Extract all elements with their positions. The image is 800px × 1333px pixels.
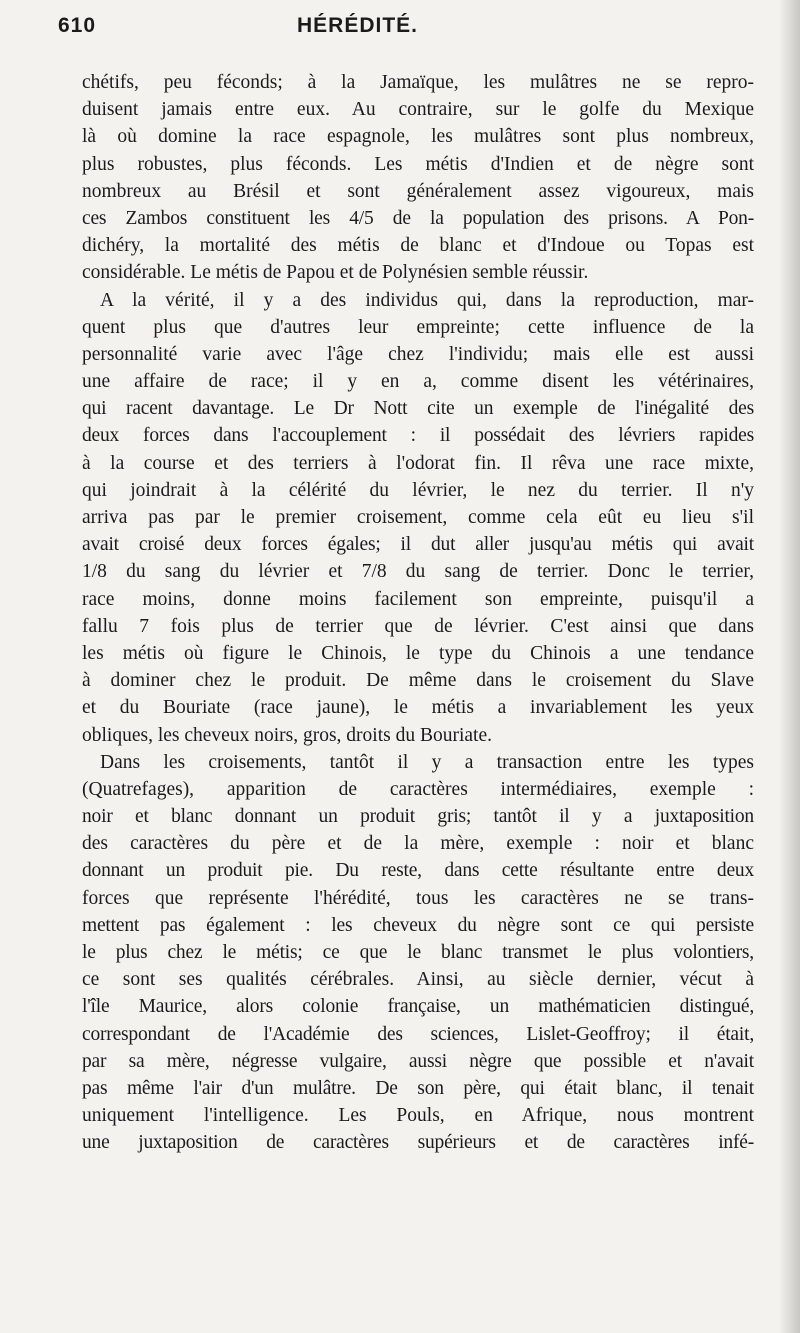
text-line: mettent pas également : les cheveux du nègre sont ce qui persiste	[82, 914, 754, 936]
text-line: par sa mère, négresse vulgaire, aussi nègre que possible et n'avait	[82, 1050, 754, 1072]
text-line: le plus chez le métis; ce que le blanc transmet le plus volontiers,	[82, 942, 754, 963]
text-line: race moins, donne moins facilement son empreinte, puisqu'il a	[82, 588, 754, 610]
text-line: nombreux au Brésil et sont généralement assez vigoureux, mais	[82, 180, 754, 202]
text-line: chétifs, peu féconds; à la Jamaïque, les mulâtres ne se repro-	[82, 72, 754, 93]
text-line: quent plus que d'autres leur empreinte; cette influence de la	[82, 316, 754, 338]
text-line: dichéry, la mortalité des métis de blanc et d'Indoue ou Topas est	[82, 235, 754, 257]
text-line: forces que représente l'hérédité, tous les caractères ne se trans-	[82, 887, 754, 909]
text-line: avait croisé deux forces égales; il dut aller jusqu'au métis qui avait	[82, 534, 754, 556]
text-line: (Quatrefages), apparition de caractères intermédiaires, exemple :	[82, 778, 754, 800]
text-line: plus robustes, plus féconds. Les métis d'Indien et de nègre sont	[82, 153, 754, 175]
text-line: obliques, les cheveux noirs, gros, droits du Bouriate.	[82, 724, 492, 746]
text-line: A la vérité, il y a des individus qui, dans la reproduction, mar-	[100, 289, 754, 311]
text-line: des caractères du père et de la mère, exemple : noir et blanc	[82, 833, 754, 855]
text-line: qui racent davantage. Le Dr Nott cite un exemple de l'inégalité des	[82, 398, 754, 420]
text-line: l'île Maurice, alors colonie française, un mathématicien distingué,	[82, 996, 754, 1018]
body-text	[82, 69, 754, 1157]
text-line: noir et blanc donnant un produit gris; tantôt il y a juxtaposition	[82, 806, 754, 828]
text-line: deux forces dans l'accouplement : il possédait des lévriers rapides	[82, 425, 754, 447]
text-line: uniquement l'intelligence. Les Pouls, en Afrique, nous montrent	[82, 1105, 754, 1127]
page-edge-shadow	[778, 0, 800, 1333]
running-head	[58, 14, 738, 42]
text-line: fallu 7 fois plus de terrier que de lévrier. C'est ainsi que dans	[82, 615, 754, 637]
text-line: Dans les croisements, tantôt il y a transaction entre les types	[100, 751, 754, 773]
text-line: pas même l'air d'un mulâtre. De son père, qui était blanc, il tenait	[82, 1077, 754, 1099]
running-title: HÉRÉDITÉ.	[297, 14, 419, 37]
text-line: une juxtaposition de caractères supérieurs et de caractères infé-	[82, 1132, 754, 1154]
text-line: personnalité varie avec l'âge chez l'individu; mais elle est aussi	[82, 343, 754, 365]
text-line: et du Bouriate (race jaune), le métis a invariablement les yeux	[82, 697, 754, 719]
text-line: les métis où figure le Chinois, le type du Chinois a une tendance	[82, 642, 754, 664]
text-line: duisent jamais entre eux. Au contraire, sur le golfe du Mexique	[82, 99, 754, 121]
page-number: 610	[58, 14, 97, 37]
text-line: une affaire de race; il y en a, comme disent les vétérinaires,	[82, 371, 754, 393]
text-line: ces Zambos constituent les 4/5 de la population des prisons. A Pon-	[82, 207, 754, 229]
text-line: 1/8 du sang du lévrier et 7/8 du sang de terrier. Donc le terrier,	[82, 561, 754, 583]
text-line: considérable. Le métis de Papou et de Polynésien semble réussir.	[82, 262, 589, 284]
text-line: correspondant de l'Académie des sciences, Lislet-Geoffroy; il était,	[82, 1023, 754, 1045]
text-line: là où domine la race espagnole, les mulâtres sont plus nombreux,	[82, 126, 754, 148]
text-line: ce sont ses qualités cérébrales. Ainsi, au siècle dernier, vécut à	[82, 969, 754, 991]
text-line: à la course et des terriers à l'odorat fin. Il rêva une race mixte,	[82, 452, 754, 474]
text-line: à dominer chez le produit. De même dans le croisement du Slave	[82, 670, 754, 692]
text-line: arriva pas par le premier croisement, comme cela eût eu lieu s'il	[82, 507, 754, 528]
text-line: qui joindrait à la célérité du lévrier, le nez du terrier. Il n'y	[82, 479, 754, 501]
text-line: donnant un produit pie. Du reste, dans cette résultante entre deux	[82, 860, 754, 882]
